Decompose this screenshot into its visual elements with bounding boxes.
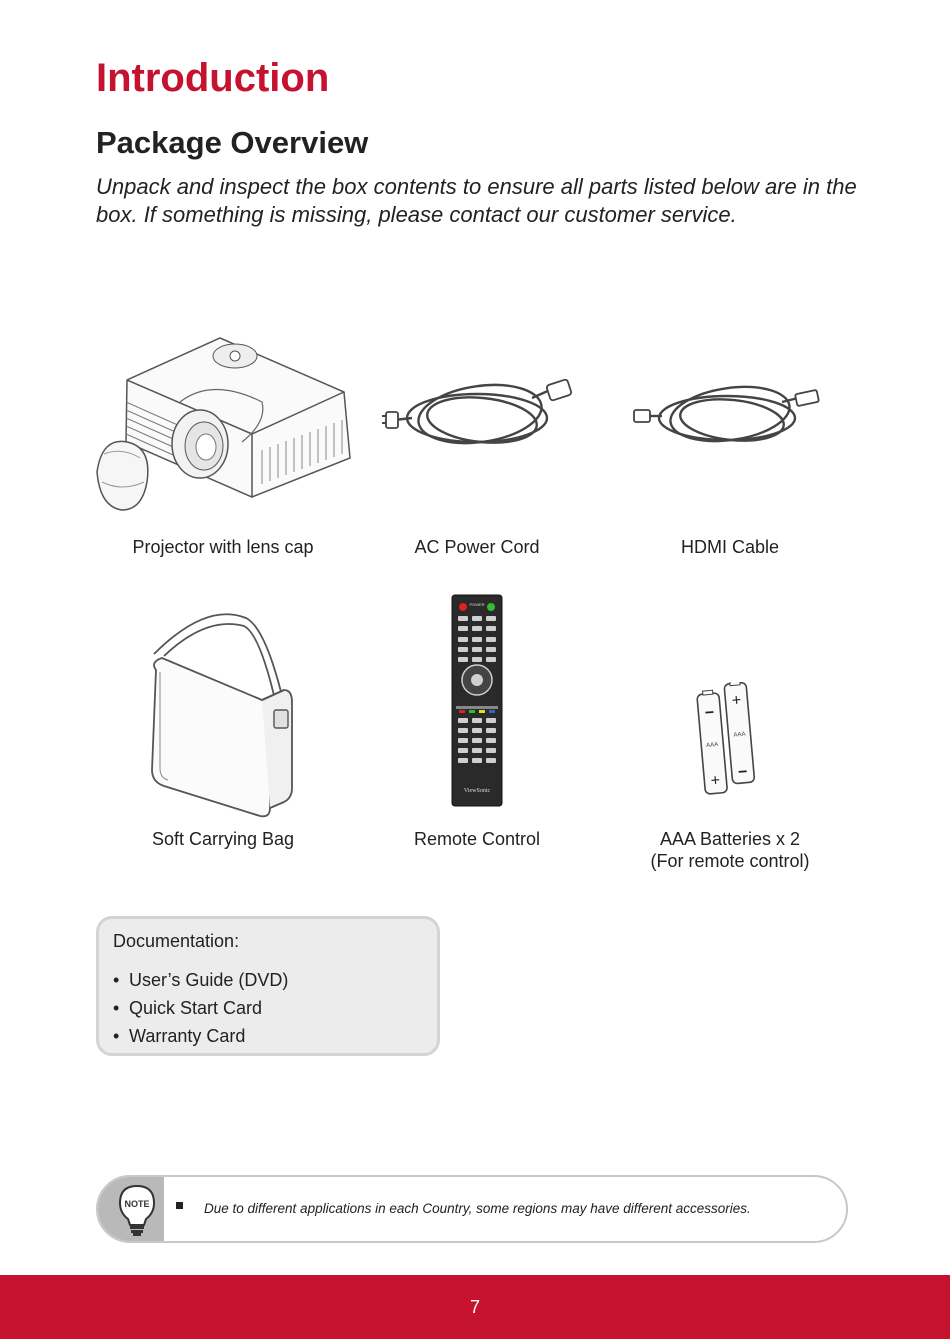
- page-number: 7: [469, 1297, 480, 1317]
- page-title: Introduction: [96, 56, 330, 100]
- item-caption-remote-control: Remote Control: [413, 829, 541, 849]
- note-box: [96, 1175, 848, 1243]
- projector-icon: [92, 332, 357, 517]
- item-caption-batteries: [610, 828, 850, 872]
- item-caption-power-cord: AC Power Cord: [414, 537, 540, 557]
- power-cord-icon: [382, 368, 577, 458]
- batteries-icon: [695, 682, 763, 800]
- documentation-box: [96, 916, 440, 1056]
- batteries-label: AAA Batteries x 2: [659, 829, 801, 849]
- item-caption-hdmi-cable: HDMI Cable: [680, 537, 780, 557]
- note-text: Due to different applications in each Country, some regions may have different accessories.: [204, 1201, 751, 1216]
- carrying-bag-icon: [146, 612, 298, 820]
- svg-text:NOTE: NOTE: [124, 1199, 150, 1209]
- documentation-title: Documentation:: [113, 931, 240, 951]
- svg-text:POWER: POWER: [469, 602, 485, 607]
- intro-paragraph: Unpack and inspect the box contents to ensure all parts listed below are in the box. If something is missing, please contact our customer service.: [96, 174, 857, 227]
- batteries-sublabel: (For remote control): [650, 851, 810, 871]
- lightbulb-icon: [116, 1183, 158, 1237]
- documentation-list: [113, 966, 423, 1050]
- documentation-item: • Quick Start Card: [113, 994, 423, 1022]
- hdmi-cable-icon: [632, 372, 827, 457]
- svg-text:+: +: [731, 691, 742, 710]
- svg-text:+: +: [710, 771, 721, 790]
- svg-text:AAA: AAA: [733, 731, 746, 739]
- section-title: Package Overview: [96, 125, 369, 160]
- item-caption-projector: Projector with lens cap: [132, 537, 314, 557]
- documentation-item: • Warranty Card: [113, 1022, 423, 1050]
- note-icon-panel: [98, 1177, 164, 1241]
- footer-bar: [0, 1275, 950, 1339]
- svg-text:−: −: [737, 763, 749, 782]
- note-bullet: [176, 1202, 183, 1209]
- svg-text:AAA: AAA: [706, 741, 719, 749]
- svg-text:ViewSonic: ViewSonic: [463, 788, 491, 794]
- documentation-item: • User’s Guide (DVD): [113, 966, 423, 994]
- remote-control-icon: [451, 594, 503, 807]
- svg-text:−: −: [704, 704, 715, 722]
- item-caption-carrying-bag: Soft Carrying Bag: [151, 829, 295, 849]
